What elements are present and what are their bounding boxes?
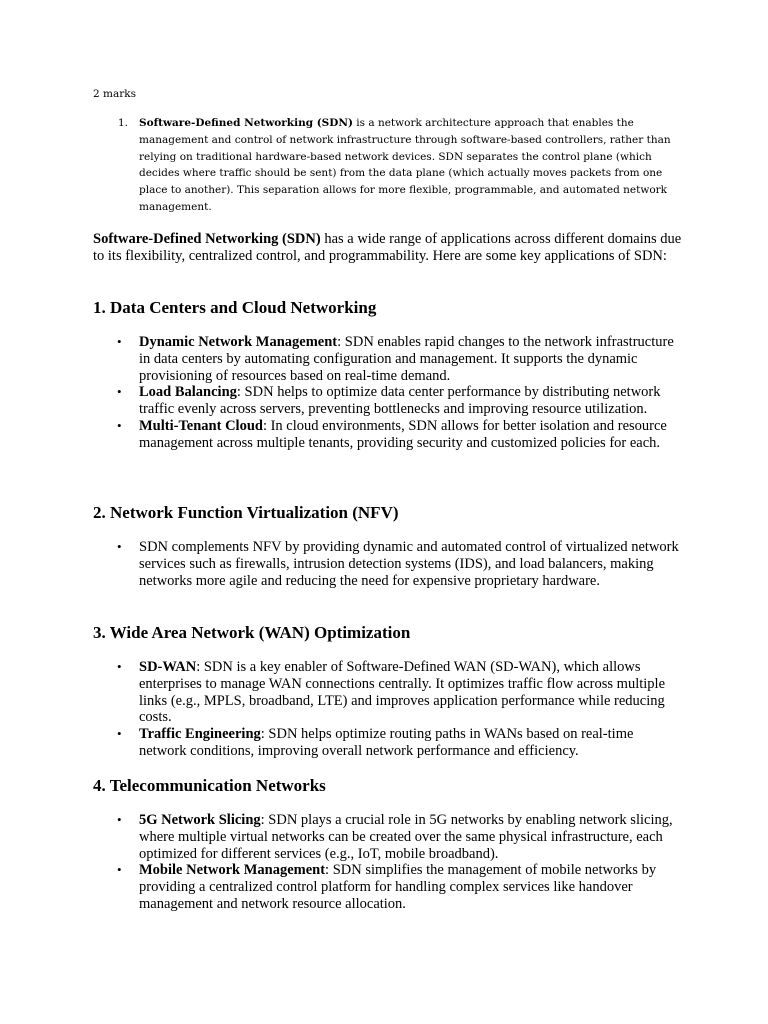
bullet-icon: • [117, 417, 122, 433]
bullet-icon: • [117, 539, 122, 554]
item-text: : SDN helps optimize routing paths in WANs based on real-time network conditions, improving overall network performance and efficiency. [139, 726, 634, 759]
item-text: : SDN is a key enabler of Software-Defined WAN (SD-WAN), which allows enterprises to manage WAN connections centrally. It optimizes traffic flow across multiple links (e.g., MPLS, broadband, LTE) and improves application performance while reducing costs. [139, 659, 666, 726]
intro-term: Software-Defined Networking (SDN) [93, 231, 321, 247]
list-item [93, 539, 683, 589]
item-text: SDN complements NFV by providing dynamic and automated control of virtualized network services such as firewalls, intrusion detection systems (IDS), and load balancers, making networks more agile and reducing the need for expensive proprietary hardware. [139, 539, 679, 589]
item-text: : SDN plays a crucial role in 5G networks by enabling network slicing, where multiple virtual networks can be created over the same physical infrastructure, each optimized for different services (e.g., IoT, mobile broadband). [139, 812, 673, 862]
list-item [93, 726, 683, 760]
definition-item [118, 115, 678, 216]
marks-label: 2 marks [93, 88, 137, 100]
item-term: Traffic Engineering [139, 726, 261, 743]
item-term: SD-WAN [139, 659, 197, 675]
section-list-telecom [93, 812, 683, 913]
item-text: : SDN simplifies the management of mobile networks by providing a centralized control platform for handling complex services like handover management and network resource allocation. [139, 862, 657, 912]
item-text: : In cloud environments, SDN allows for better isolation and resource management across multiple tenants, providing security and customized policies for each. [139, 417, 667, 451]
item-term: 5G Network Slicing [139, 812, 261, 828]
bullet-icon: • [117, 726, 122, 742]
bullet-icon: • [117, 659, 122, 674]
section-list-data-centers [93, 334, 683, 452]
definition-text [139, 115, 678, 216]
list-item [93, 418, 683, 452]
list-item [93, 384, 683, 418]
section-heading-telecom: 4. Telecommunication Networks [93, 776, 326, 795]
bullet-icon: • [117, 384, 122, 400]
item-term: Multi-Tenant Cloud [139, 417, 263, 434]
section-list-wan [93, 659, 683, 760]
bullet-icon: • [117, 334, 122, 349]
section-list-nfv [93, 539, 683, 589]
list-item [93, 334, 683, 384]
bullet-icon: • [117, 812, 122, 827]
item-term: Mobile Network Management [139, 862, 326, 879]
list-item [93, 659, 683, 726]
section-heading-nfv: 2. Network Function Virtualization (NFV) [93, 503, 399, 522]
bullet-icon: • [117, 862, 122, 878]
item-text: : SDN helps to optimize data center performance by distributing network traffic evenly across servers, preventing bottlenecks and improving resource utilization. [139, 384, 661, 418]
item-text: : SDN enables rapid changes to the network infrastructure in data centers by automating configuration and management. It supports the dynamic provisioning of resources based on real-time demand. [139, 334, 674, 384]
section-heading-wan: 3. Wide Area Network (WAN) Optimization [93, 623, 411, 642]
item-term: Dynamic Network Management [139, 334, 338, 350]
definition-body: is a network architecture approach that enables the management and control of network infrastructure through software-based controllers, rather than relying on traditional hardware-based network devices. SDN separates the control plane (which decides where traffic should be sent) from the data plane (which actually moves packets from one place to another). This separation allows for more flexible, programmable, and automated network management. [139, 117, 671, 213]
list-item [93, 812, 683, 862]
definition-term: Software-Defined Networking (SDN) [139, 117, 353, 129]
item-term: Load Balancing [139, 384, 237, 401]
section-heading-data-centers: 1. Data Centers and Cloud Networking [93, 298, 377, 317]
intro-body: has a wide range of applications across different domains due to its flexibility, centralized control, and programmability. Here are some key applications of SDN: [93, 231, 682, 264]
definition-number: 1. [118, 117, 129, 129]
list-item [93, 862, 683, 912]
intro-paragraph [93, 231, 683, 265]
